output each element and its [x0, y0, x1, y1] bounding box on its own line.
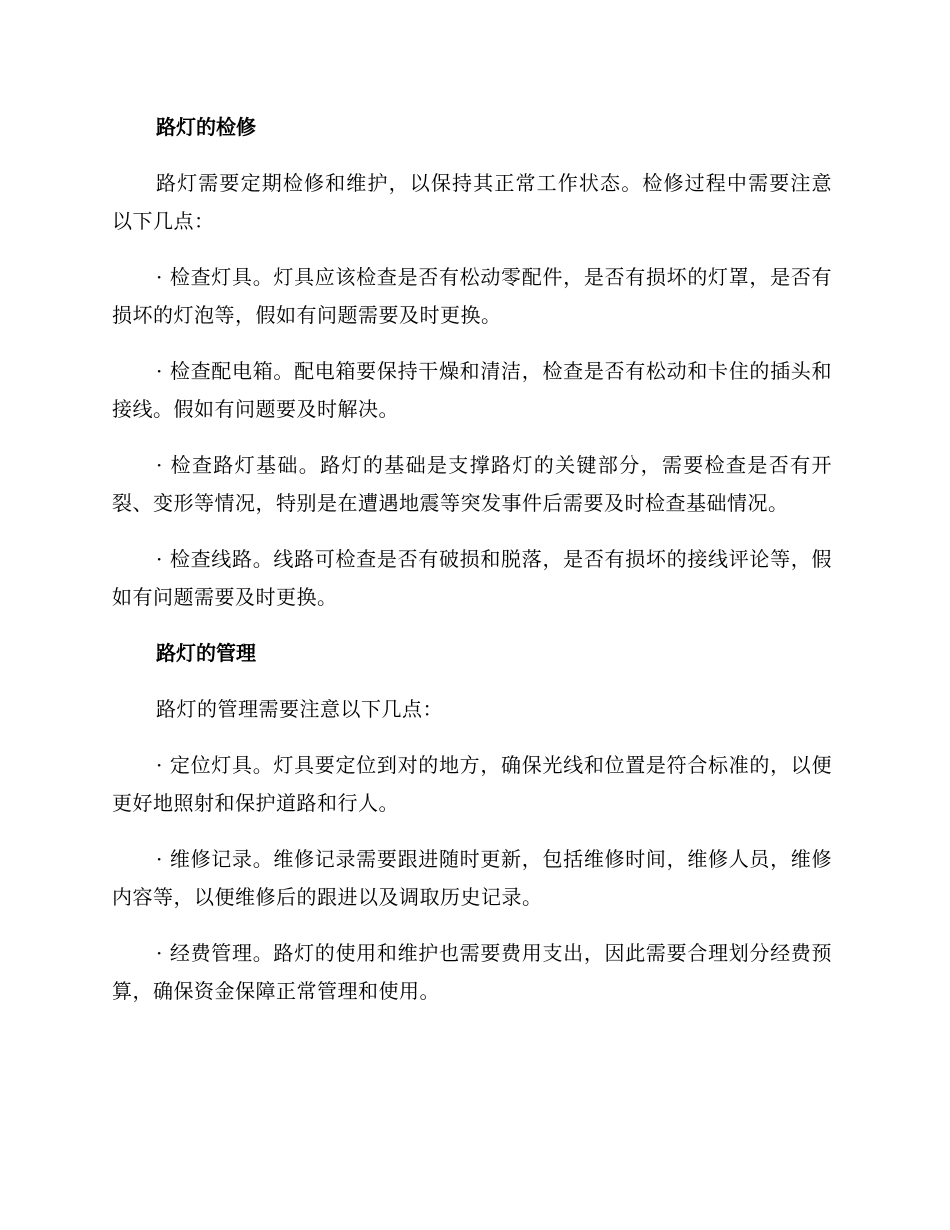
- section-heading-management: 路灯的管理: [156, 641, 256, 665]
- list-item-check-foundation: · 检查路灯基础。路灯的基础是支撑路灯的关键部分，需要检查是否有开裂、变形等情况，特别是在遭遇地震等突发事件后需要及时检查基础情况。: [112, 453, 832, 515]
- list-item-check-wiring: · 检查线路。线路可检查是否有破损和脱落，是否有损坏的接线评论等，假如有问题需要及时更换。: [112, 547, 832, 609]
- list-item-repair-records: · 维修记录。维修记录需要跟进随时更新，包括维修时间，维修人员，维修内容等，以便维修后的跟进以及调取历史记录。: [112, 847, 832, 909]
- list-item-check-distribution-box: · 检查配电箱。配电箱要保持干燥和清洁，检查是否有松动和卡住的插头和接线。假如有问题要及时解决。: [112, 359, 832, 421]
- paragraph-intro-management: 路灯的管理需要注意以下几点：: [156, 697, 443, 721]
- list-item-check-fixtures: · 检查灯具。灯具应该检查是否有松动零配件，是否有损坏的灯罩，是否有损坏的灯泡等，假如有问题需要及时更换。: [112, 265, 832, 327]
- paragraph-intro-maintenance: 路灯需要定期检修和维护，以保持其正常工作状态。检修过程中需要注意以下几点：: [112, 171, 832, 233]
- section-heading-maintenance: 路灯的检修: [156, 115, 256, 139]
- list-item-budget-management: · 经费管理。路灯的使用和维护也需要费用支出，因此需要合理划分经费预算，确保资金保障正常管理和使用。: [112, 941, 832, 1003]
- document-body: [112, 108, 832, 1028]
- list-item-position-fixtures: · 定位灯具。灯具要定位到对的地方，确保光线和位置是符合标准的，以便更好地照射和保护道路和行人。: [112, 753, 832, 815]
